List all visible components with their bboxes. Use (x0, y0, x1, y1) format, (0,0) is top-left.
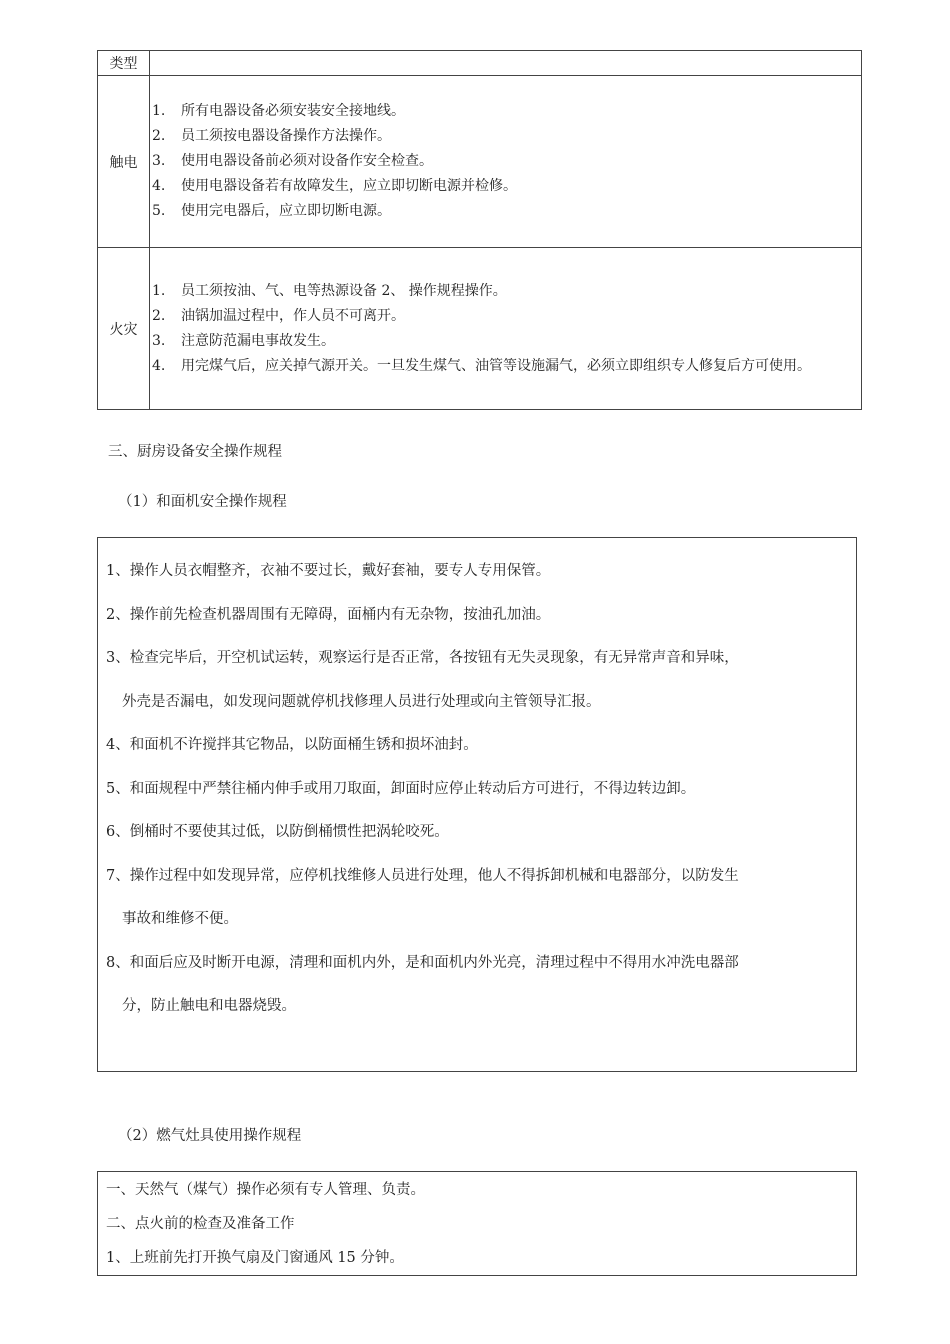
rule-line: 一、天然气（煤气）操作必须有专人管理、负责。 (106, 1182, 425, 1198)
item-text: 使用电器设备若有故障发生，应立即切断电源并检修。 (181, 178, 517, 194)
rule-line: 2、操作前先检查机器周围有无障碍，面桶内有无杂物，按油孔加油。 (106, 606, 551, 623)
rule-line: 6、倒桶时不要使其过低，以防倒桶惯性把涡轮咬死。 (106, 824, 449, 840)
category-cell-electric-shock: 触电 (98, 76, 150, 248)
rule-line: 8、和面后应及时断开电源，清理和面机内外，是和面机内外光亮，清理过程中不得用水冲洗电器部 (106, 954, 739, 971)
rule-line (106, 898, 848, 942)
item-text: 油锅加温过程中，作人员不可离开。 (181, 307, 405, 324)
item-number: 3. (152, 153, 166, 169)
list-item (150, 354, 861, 379)
list-item (150, 124, 861, 149)
rule-line: 二、点火前的检查及准备工作 (106, 1216, 295, 1232)
item-number: 5. (152, 203, 166, 219)
list-item (150, 329, 861, 354)
item-number: 4. (152, 178, 166, 194)
item-text: 使用完电器后，应立即切断电源。 (181, 203, 391, 219)
item-number: 2. (152, 307, 166, 324)
section-heading: 三、厨房设备安全操作规程 (108, 444, 282, 460)
rule-line: 4、和面机不许搅拌其它物品，以防面桶生锈和损坏油封。 (106, 737, 478, 753)
rule-line (106, 985, 848, 1029)
subsection-heading-gas-stove: （2）燃气灶具使用操作规程 (118, 1128, 302, 1144)
table-header-row (98, 51, 862, 76)
item-text: 用完煤气后，应关掉气源开关。一旦发生煤气、油管等设施漏气，必须立即组织专人修复后方可使用。 (181, 357, 811, 374)
item-text: 所有电器设备必须安装安全接地线。 (181, 103, 405, 119)
rule-list (150, 279, 861, 379)
list-item (150, 99, 861, 124)
list-item (150, 199, 861, 224)
list-item (150, 304, 861, 329)
list-item (150, 149, 861, 174)
header-content-cell (150, 51, 862, 76)
list-item (150, 279, 861, 304)
rule-continuation: 事故和维修不便。 (122, 911, 238, 927)
header-category-cell: 类型 (98, 51, 150, 76)
rule-line (106, 681, 848, 725)
rule-continuation: 分，防止触电和电器烧毁。 (122, 998, 296, 1014)
item-text: 使用电器设备前必须对设备作安全检查。 (181, 153, 433, 169)
category-cell-fire: 火灾 (98, 248, 150, 410)
table-row (98, 248, 862, 410)
rules-cell-fire (150, 248, 862, 410)
rules-cell-electric-shock (150, 76, 862, 248)
rule-line: 3、检查完毕后，开空机试运转，观察运行是否正常，各按钮有无失灵现象，有无异常声音和异味， (106, 650, 739, 666)
mixer-rules-box (97, 537, 857, 1072)
item-number: 3. (152, 332, 166, 349)
item-text: 员工须按电器设备操作方法操作。 (181, 128, 391, 144)
list-item (150, 174, 861, 199)
rule-line: 5、和面规程中严禁往桶内伸手或用刀取面，卸面时应停止转动后方可进行，不得边转边卸。 (106, 780, 696, 797)
subsection-heading-mixer: （1）和面机安全操作规程 (118, 494, 287, 510)
item-number: 1. (152, 103, 166, 119)
item-number: 1. (152, 282, 166, 299)
item-text: 注意防范漏电事故发生。 (181, 332, 335, 349)
rule-line: 1、上班前先打开换气扇及门窗通风 15 分钟。 (106, 1250, 404, 1266)
safety-hazard-table (97, 50, 862, 410)
item-number: 2. (152, 128, 166, 144)
rule-continuation: 外壳是否漏电，如发现问题就停机找修理人员进行处理或向主管领导汇报。 (122, 693, 601, 710)
rule-line: 7、操作过程中如发现异常，应停机找维修人员进行处理，他人不得拆卸机械和电器部分，以防发生 (106, 867, 739, 884)
rule-list (150, 99, 861, 224)
gas-rules-box (97, 1171, 857, 1276)
rule-line: 1、操作人员衣帽整齐，衣袖不要过长，戴好套袖，要专人专用保管。 (106, 563, 551, 579)
table-row (98, 76, 862, 248)
item-text: 员工须按油、气、电等热源设备 2、 操作规程操作。 (181, 282, 507, 299)
item-number: 4. (152, 357, 166, 374)
